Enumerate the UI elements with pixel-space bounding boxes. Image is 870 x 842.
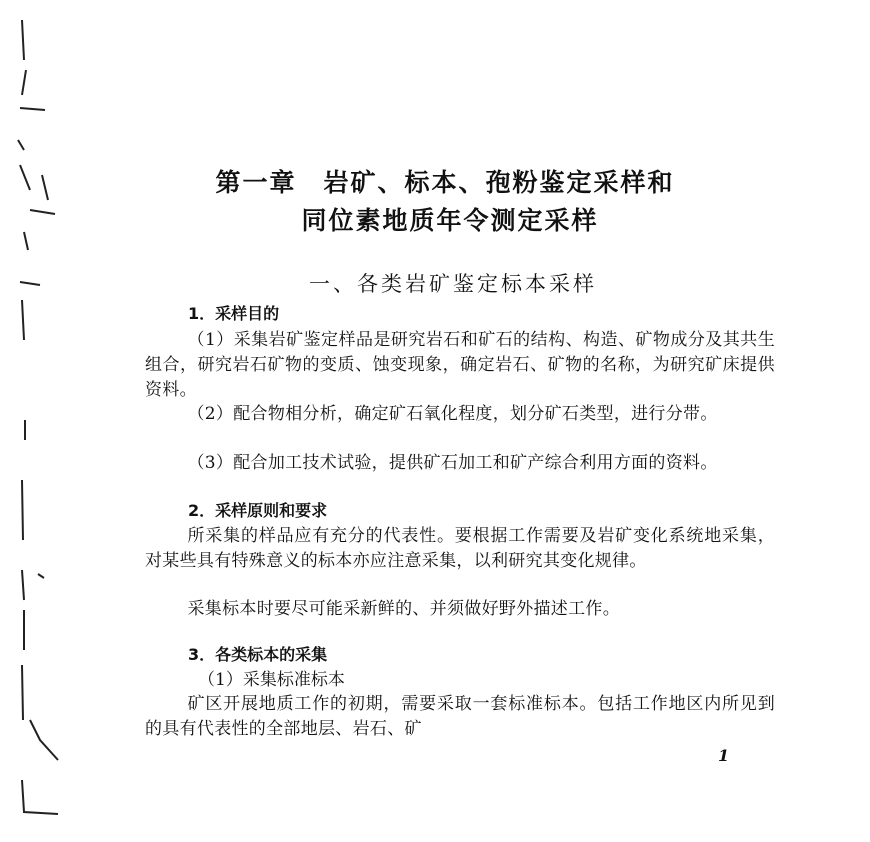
heading-specimen-collection: 3．各类标本的采集: [188, 645, 328, 664]
subheading-standard-specimens: （1）采集标准标本: [198, 670, 345, 690]
heading-sampling-principles: 2．采样原则和要求: [188, 501, 328, 520]
paragraph-standard-specimens: 矿区开展地质工作的初期，需要采取一套标准标本。包括工作地区内所见到的具有代表性的全部地层、岩石、矿: [145, 694, 775, 739]
paragraph-purpose-1: （1）采集岩矿鉴定样品是研究岩石和矿石的结构、构造、矿物成分及其共生组合，研究岩石矿物的变质、蚀变现象，确定岩石、矿物的名称，为研究矿床提供资料。: [145, 330, 775, 400]
page-number: 1: [718, 746, 730, 765]
scan-edge-artifact: [0, 0, 60, 842]
heading-sampling-purpose: 1．采样目的: [188, 304, 280, 323]
section-title: 一、各类岩矿鉴定标本采样: [309, 272, 597, 296]
paragraph-purpose-3: （3）配合加工技术试验，提供矿石加工和矿产综合利用方面的资料。: [187, 453, 718, 473]
chapter-title-line1: 第一章 岩矿、标本、孢粉鉴定采样和: [215, 168, 675, 197]
paragraph-principles-2: 采集标本时要尽可能采新鲜的、并须做好野外描述工作。: [187, 599, 620, 619]
chapter-title-line2: 同位素地质年令测定采样: [301, 206, 599, 235]
paragraph-principles-1: 所采集的样品应有充分的代表性。要根据工作需要及岩矿变化系统地采集，对某些具有特殊意义的标本亦应注意采集，以利研究其变化规律。: [145, 526, 775, 571]
paragraph-purpose-2: （2）配合物相分析，确定矿石氧化程度，划分矿石类型，进行分带。: [187, 404, 718, 424]
